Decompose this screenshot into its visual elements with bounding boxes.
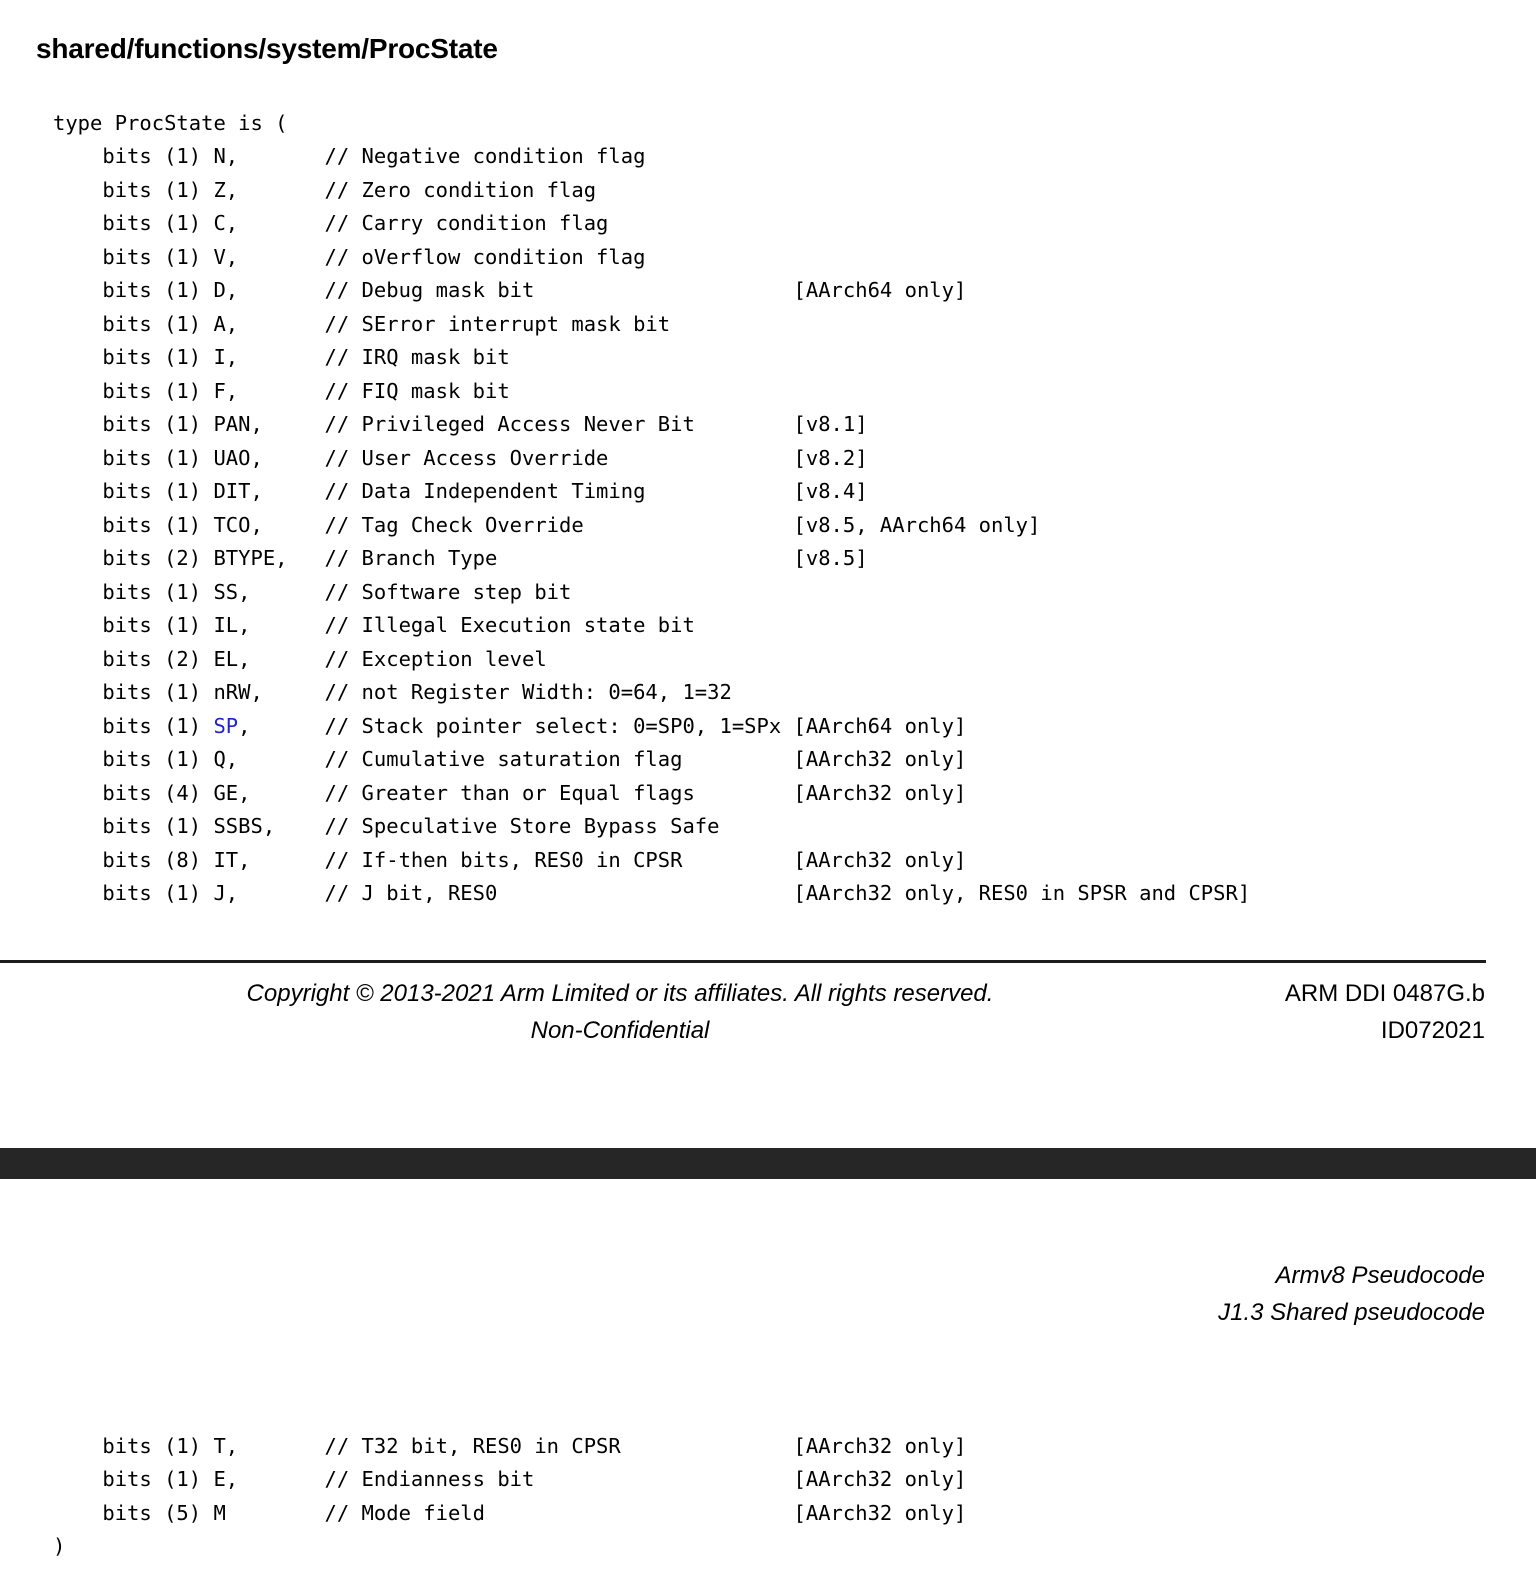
footer-copyright-block [0, 975, 1240, 1049]
running-header-line-2: J1.3 Shared pseudocode [1218, 1299, 1485, 1326]
procstate-code-block [53, 107, 1250, 911]
code-line-6: bits (1) I, // IRQ mask bit [53, 345, 510, 369]
code-line-cont-0: bits (1) T, // T32 bit, RES0 in CPSR [AArch32 only] [53, 1433, 967, 1458]
code-line-cont-1: bits (1) E, // Endianness bit [AArch32 only] [53, 1467, 967, 1491]
code-line-cont-2: bits (5) M // Mode field [AArch32 only] [53, 1500, 967, 1525]
page-separator-bar [0, 1148, 1536, 1179]
code-line-7: bits (1) F, // FIQ mask bit [53, 378, 510, 403]
footer-divider [0, 960, 1486, 963]
code-line-20: bits (1) SSBS, // Speculative Store Bypass Safe [53, 814, 720, 838]
code-line-1: bits (1) Z, // Zero condition flag [53, 177, 597, 202]
code-line-declaration: type ProcState is ( [53, 110, 288, 135]
footer-copyright-text: Copyright © 2013-2021 Arm Limited or its affiliates. All rights reserved. [246, 980, 994, 1007]
code-line-2: bits (1) C, // Carry condition flag [53, 211, 609, 235]
code-line-17: bits (1) SP, // Stack pointer select: 0=SP0, 1=SPx [AArch64 only] [53, 713, 967, 738]
code-line-4: bits (1) D, // Debug mask bit [AArch64 only] [53, 278, 967, 302]
footer-document-id-block [1285, 975, 1485, 1049]
code-line-14: bits (1) IL, // Illegal Execution state bit [53, 613, 695, 637]
code-line-8: bits (1) PAN, // Privileged Access Never Bit [v8.1] [53, 412, 868, 436]
code-line-12: bits (2) BTYPE, // Branch Type [v8.5] [53, 546, 868, 570]
page-title: shared/functions/system/ProcState [36, 32, 498, 64]
footer-confidentiality-text: Non-Confidential [530, 1017, 710, 1044]
running-header-line-1: Armv8 Pseudocode [1275, 1262, 1485, 1289]
code-line-3: bits (1) V, // oVerflow condition flag [53, 244, 646, 269]
code-line-10: bits (1) DIT, // Data Independent Timing [v8.4] [53, 479, 868, 503]
code-line-13: bits (1) SS, // Software step bit [53, 579, 572, 604]
code-line-0: bits (1) N, // Negative condition flag [53, 144, 646, 168]
code-line-19: bits (4) GE, // Greater than or Equal flags [AArch32 only] [53, 780, 967, 805]
running-header-block [1218, 1257, 1485, 1331]
code-line-21: bits (8) IT, // If-then bits, RES0 in CPSR [AArch32 only] [53, 847, 967, 872]
code-line-22: bits (1) J, // J bit, RES0 [AArch32 only, RES0 in SPSR and CPSR] [53, 881, 1251, 905]
code-line-9: bits (1) UAO, // User Access Override [v8.2] [53, 445, 868, 470]
code-line-15: bits (2) EL, // Exception level [53, 646, 547, 671]
code-line-closing: ) [53, 1534, 66, 1558]
code-line-16: bits (1) nRW, // not Register Width: 0=64, 1=32 [53, 680, 732, 704]
code-line-11: bits (1) TCO, // Tag Check Override [v8.5, AArch64 only] [53, 512, 1041, 537]
footer-issue-id: ID072021 [1380, 1017, 1485, 1044]
procstate-code-block-continued [53, 1430, 966, 1564]
code-line-18: bits (1) Q, // Cumulative saturation flag [AArch32 only] [53, 747, 967, 771]
code-line-5: bits (1) A, // SError interrupt mask bit [53, 311, 671, 336]
link-sp[interactable]: SP [213, 713, 239, 738]
page-two [0, 1179, 1536, 1592]
footer-doc-id: ARM DDI 0487G.b [1284, 980, 1485, 1007]
